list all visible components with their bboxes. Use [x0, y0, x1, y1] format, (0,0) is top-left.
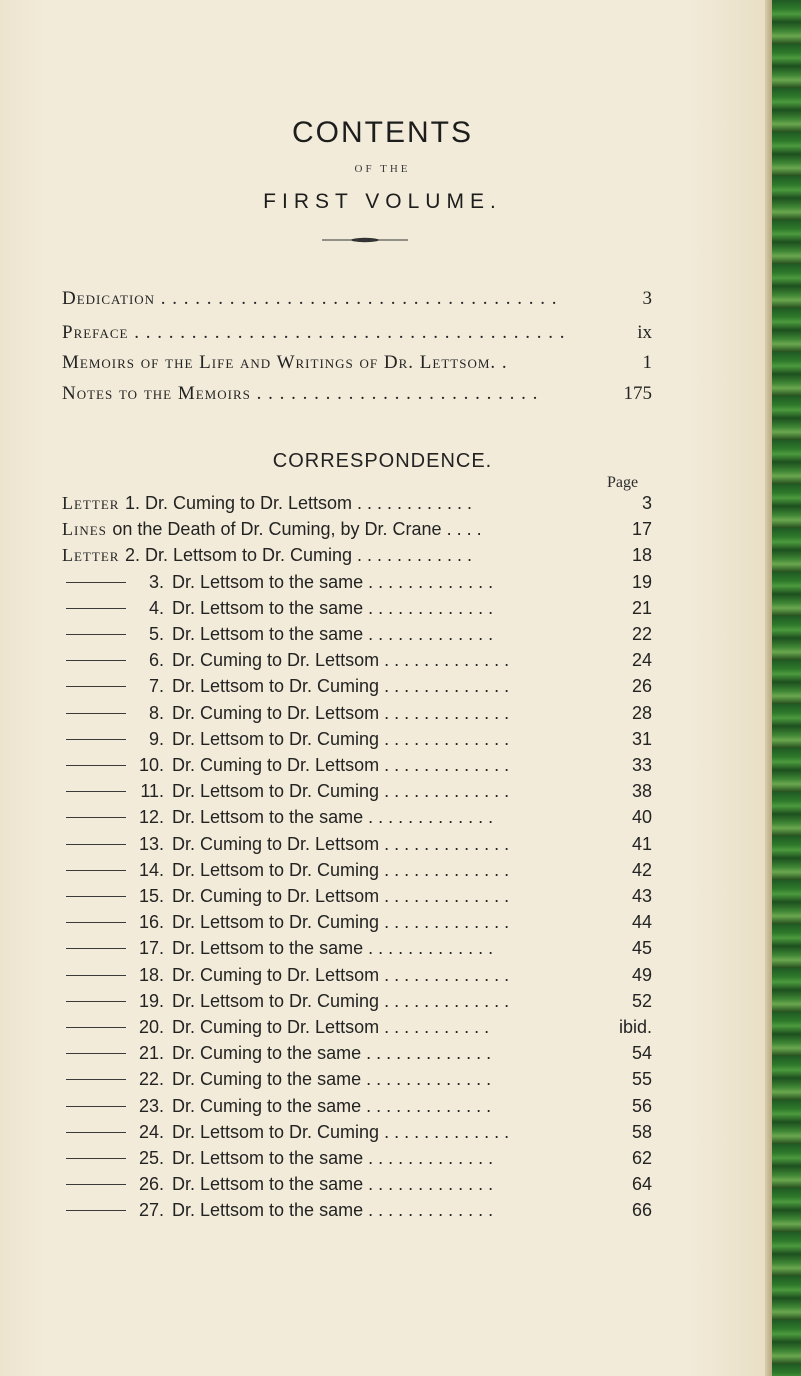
letter-row [62, 1121, 652, 1143]
letter-row [62, 675, 652, 697]
letter-row [62, 1042, 652, 1064]
dot-leader: . . . . . . . . . . . . . [379, 990, 510, 1011]
letter-title: on the Death of Dr. Cuming, by Dr. Crane [112, 519, 442, 540]
ditto-dash [66, 1106, 126, 1107]
letter-title: Dr. Lettsom to the same . . . . . . . . . . . . . [172, 1148, 494, 1168]
letter-row [62, 806, 652, 828]
ditto-dash [66, 948, 126, 949]
letter-row [62, 702, 652, 724]
dot-leader: . . . . . . . . . . . . . [363, 938, 494, 959]
letter-row [62, 990, 652, 1012]
letter-page: 22 [631, 624, 652, 644]
toc-entry-label: Preface . . . . . . . . . . . . . . . . . . . . . . . . . . . . . . . . . . . . . . [62, 322, 566, 343]
letter-number: 9. [148, 728, 164, 749]
letter-page: 54 [631, 1043, 652, 1064]
letter-number: 12. [138, 807, 164, 828]
letter-number: 10. [138, 755, 164, 775]
letter-page: 64 [631, 1174, 652, 1195]
dot-leader: . . . . . . . . . . . . . . . . . . . . . . . . . . . . . . . . . . . [155, 288, 558, 309]
letter-title: Dr. Lettsom to Dr. Cuming . . . . . . . . . . . . . [172, 1121, 510, 1142]
letter-row [62, 649, 652, 671]
toc-entry-label: Memoirs of the Life and Writings of Dr. Lettsom. . [62, 352, 508, 373]
dot-leader: . . . . . . . . . . . . . [361, 1095, 492, 1116]
toc-entry-page: ix [637, 322, 652, 343]
ditto-dash [66, 922, 126, 923]
letter-title: Dr. Cuming to the same . . . . . . . . . . . . . [172, 1095, 492, 1116]
letter-number: 11. [140, 781, 164, 802]
dot-leader: . . . . . . . . . . . . . [363, 1174, 494, 1195]
dot-leader: . . . . . . . . . . . [379, 1017, 490, 1037]
ditto-dash [66, 870, 126, 871]
ditto-dash [66, 1053, 126, 1054]
letter-row [62, 623, 652, 645]
letter-row [62, 911, 652, 933]
toc-entry [62, 321, 652, 345]
letter-page: 33 [631, 755, 652, 775]
ditto-dash [66, 634, 126, 635]
letter-number: 16. [138, 912, 164, 933]
letter-row [62, 859, 652, 881]
letter-page: 31 [631, 728, 652, 749]
letter-number: 26. [138, 1174, 164, 1195]
toc-entry-label: Notes to the Memoirs . . . . . . . . . . . . . . . . . . . . . . . . . [62, 383, 539, 404]
page-column-label: Page [607, 474, 639, 491]
letter-number: 8. [148, 702, 164, 723]
letter-page: 43 [631, 886, 652, 906]
letter-row-label [62, 544, 472, 566]
ditto-dash [66, 844, 126, 845]
ornament-rule [322, 236, 408, 244]
letter-row [62, 833, 652, 855]
letter-row [62, 937, 652, 959]
letter-number: 23. [138, 1095, 164, 1116]
dot-leader: . . . . [441, 519, 482, 540]
letter-row [62, 597, 652, 619]
dot-leader: . . . . . . . . . . . . . [379, 912, 510, 933]
letter-row [62, 1016, 652, 1038]
correspondence-heading: CORRESPONDENCE. [272, 450, 493, 472]
letter-title: Dr. Cuming to Dr. Lettsom . . . . . . . . . . . . . [172, 650, 510, 671]
letter-title: Dr. Lettsom to Dr. Cuming . . . . . . . . . . . . . [172, 859, 510, 880]
toc-entry [62, 287, 652, 311]
toc-entry-page: 1 [642, 352, 652, 373]
letter-number: 21. [138, 1043, 164, 1064]
dot-leader: . . . . . . . . . . . . [352, 493, 473, 513]
ditto-dash [66, 1001, 126, 1002]
letter-title: Dr. Lettsom to the same . . . . . . . . . . . . . [172, 1174, 494, 1195]
ditto-dash [66, 1210, 126, 1211]
letter-row [62, 1068, 652, 1090]
letter-row [62, 964, 652, 986]
dot-leader: . . . . . . . . . . . . . . . . . . . . . . . . . . . . . . . . . . . . . . [128, 322, 566, 343]
dot-leader: . . . . . . . . . . . . . [379, 702, 510, 723]
letter-page: 52 [631, 990, 652, 1011]
letter-page: 40 [631, 807, 652, 828]
letter-number: 24. [138, 1121, 164, 1142]
letter-page: 28 [631, 702, 652, 723]
ditto-dash [66, 1079, 126, 1080]
letter-row [62, 885, 652, 907]
letter-number: 18. [138, 964, 164, 985]
letter-row [62, 754, 652, 776]
letter-row [62, 728, 652, 750]
letter-number: 13. [138, 833, 164, 854]
ditto-dash [66, 660, 126, 661]
dot-leader: . . . . . . . . . . . . . [379, 676, 510, 697]
letter-page: 42 [631, 859, 652, 880]
page-edge [765, 0, 772, 1376]
toc-entry-page: 175 [623, 383, 652, 404]
ditto-dash [66, 896, 126, 897]
letter-title: Dr. Cuming to Dr. Lettsom . . . . . . . . . . . . . [172, 833, 510, 854]
letter-page: 21 [631, 597, 652, 618]
letter-number: 7. [148, 676, 164, 697]
letter-title: Dr. Lettsom to the same . . . . . . . . . . . . . [172, 1200, 494, 1221]
letter-page: 38 [631, 781, 652, 802]
letter-title: Dr. Lettsom to the same . . . . . . . . . . . . . [172, 571, 494, 592]
ditto-dash [66, 765, 126, 766]
letter-page: 26 [631, 676, 652, 697]
book-binding [772, 0, 801, 1376]
letter-page: 45 [631, 938, 652, 959]
dot-leader: . . . . . . . . . . . . . [363, 624, 494, 644]
letter-page: 55 [631, 1069, 652, 1090]
letter-number: 4. [148, 597, 164, 618]
letter-page: 44 [631, 912, 652, 933]
letter-row [62, 492, 652, 514]
dot-leader: . . . . . . . . . . . . . [363, 571, 494, 592]
volume-title: FIRST VOLUME. [263, 190, 502, 213]
letter-number: 27. [138, 1200, 164, 1221]
dot-leader: . . . . . . . . . . . . . [363, 1148, 494, 1168]
letter-row [62, 780, 652, 802]
letter-row [62, 571, 652, 593]
contents-title: CONTENTS [292, 116, 473, 149]
letter-title: Dr. Lettsom to Dr. Cuming . . . . . . . . . . . . . [172, 912, 510, 933]
letter-title: Dr. Lettsom to the same . . . . . . . . . . . . . [172, 597, 494, 618]
ditto-dash [66, 975, 126, 976]
letter-page: 18 [631, 545, 652, 566]
letter-page: 17 [631, 519, 652, 540]
letter-title: Dr. Cuming to the same . . . . . . . . . . . . . [172, 1043, 492, 1064]
ditto-dash [66, 686, 126, 687]
letter-prefix: Letter [62, 545, 125, 566]
letter-number: 15. [138, 886, 164, 906]
letter-title: Dr. Cuming to Dr. Lettsom . . . . . . . . . . . [172, 1017, 490, 1037]
ditto-dash [66, 1132, 126, 1133]
letter-title: Dr. Lettsom to the same . . . . . . . . . . . . . [172, 624, 494, 644]
dot-leader: . . . . . . . . . . . . . [379, 964, 510, 985]
letter-number: 14. [138, 859, 164, 880]
ditto-dash [66, 791, 126, 792]
dot-leader: . . . . . . . . . . . . . [379, 859, 510, 880]
dot-leader: . . . . . . . . . . . . . [363, 807, 494, 828]
ditto-dash [66, 608, 126, 609]
letter-page: 19 [631, 571, 652, 592]
dot-leader: . . . . . . . . . . . . . [363, 597, 494, 618]
letter-number: 17. [138, 938, 164, 959]
letter-number: 25. [138, 1148, 164, 1168]
letter-title: Dr. Lettsom to the same . . . . . . . . . . . . . [172, 807, 494, 828]
ditto-dash [66, 1184, 126, 1185]
dot-leader: . . . . . . . . . . . . . [379, 1121, 510, 1142]
ditto-dash [66, 713, 126, 714]
letter-number: 20. [138, 1017, 164, 1037]
dot-leader: . . . . . . . . . . . . . [379, 886, 510, 906]
letter-page: 24 [631, 650, 652, 671]
letter-number: 22. [138, 1069, 164, 1090]
letter-title: Dr. Cuming to Dr. Lettsom . . . . . . . . . . . . . [172, 886, 510, 906]
letter-title: Dr. Lettsom to Dr. Cuming . . . . . . . . . . . . . [172, 676, 510, 697]
letter-page: 62 [631, 1148, 652, 1168]
letter-row [62, 1173, 652, 1195]
letter-row-label [62, 518, 482, 540]
ditto-dash [66, 1027, 126, 1028]
letter-page: 49 [631, 964, 652, 985]
dot-leader: . . . . . . . . . . . . . [379, 728, 510, 749]
letter-row [62, 1095, 652, 1117]
letter-page: 66 [631, 1200, 652, 1221]
letter-prefix: Lines [62, 519, 113, 540]
toc-entry [62, 382, 652, 406]
letter-title: 1. Dr. Cuming to Dr. Lettsom [124, 493, 353, 513]
letter-title: Dr. Cuming to the same . . . . . . . . . . . . . [172, 1069, 492, 1090]
toc-entry-label: Dedication . . . . . . . . . . . . . . . . . . . . . . . . . . . . . . . . . . . [62, 288, 558, 309]
letter-title: Dr. Lettsom to Dr. Cuming . . . . . . . . . . . . . [172, 781, 510, 802]
letter-title: Dr. Cuming to Dr. Lettsom . . . . . . . . . . . . . [172, 755, 510, 775]
letter-page: ibid. [618, 1017, 652, 1037]
dot-leader: . . . . . . . . . . . . . [363, 1200, 494, 1221]
dot-leader: . . . . . . . . . . . . . [379, 755, 510, 775]
letter-number: 5. [148, 624, 164, 644]
dot-leader: . . . . . . . . . . . . . [379, 650, 510, 671]
letter-number: 6. [148, 650, 164, 671]
letter-number: 19. [138, 990, 164, 1011]
letter-page: 56 [631, 1095, 652, 1116]
letter-title: Dr. Cuming to Dr. Lettsom . . . . . . . . . . . . . [172, 702, 510, 723]
letter-title: Dr. Cuming to Dr. Lettsom . . . . . . . . . . . . . [172, 964, 510, 985]
title-of-the: OF THE [354, 163, 411, 175]
letter-row [62, 1147, 652, 1169]
dot-leader: . . . . . . . . . . . . . [361, 1043, 492, 1064]
toc-entry-page: 3 [642, 288, 652, 309]
letter-page: 41 [631, 833, 652, 854]
toc-entry [62, 351, 652, 375]
letter-number: 3. [148, 571, 164, 592]
letter-prefix: Letter [62, 493, 125, 513]
dot-leader: . . . . . . . . . . . . [352, 545, 473, 566]
letter-row [62, 544, 652, 566]
letter-row-label [62, 492, 472, 514]
ditto-dash [66, 817, 126, 818]
letter-row [62, 1199, 652, 1221]
ditto-dash [66, 739, 126, 740]
letter-title: 2. Dr. Lettsom to Dr. Cuming [124, 545, 353, 566]
dot-leader: . . . . . . . . . . . . . [379, 781, 510, 802]
letter-page: 58 [631, 1121, 652, 1142]
letter-title: Dr. Lettsom to Dr. Cuming . . . . . . . . . . . . . [172, 728, 510, 749]
ditto-dash [66, 1158, 126, 1159]
letter-title: Dr. Lettsom to the same . . . . . . . . . . . . . [172, 938, 494, 959]
letter-page: 3 [641, 493, 652, 513]
dot-leader: . . . . . . . . . . . . . . . . . . . . . . . . . [250, 383, 539, 404]
dot-leader: . . . . . . . . . . . . . [361, 1069, 492, 1090]
ditto-dash [66, 582, 126, 583]
letter-row [62, 518, 652, 540]
letter-title: Dr. Lettsom to Dr. Cuming . . . . . . . . . . . . . [172, 990, 510, 1011]
dot-leader: . . . . . . . . . . . . . [379, 833, 510, 854]
